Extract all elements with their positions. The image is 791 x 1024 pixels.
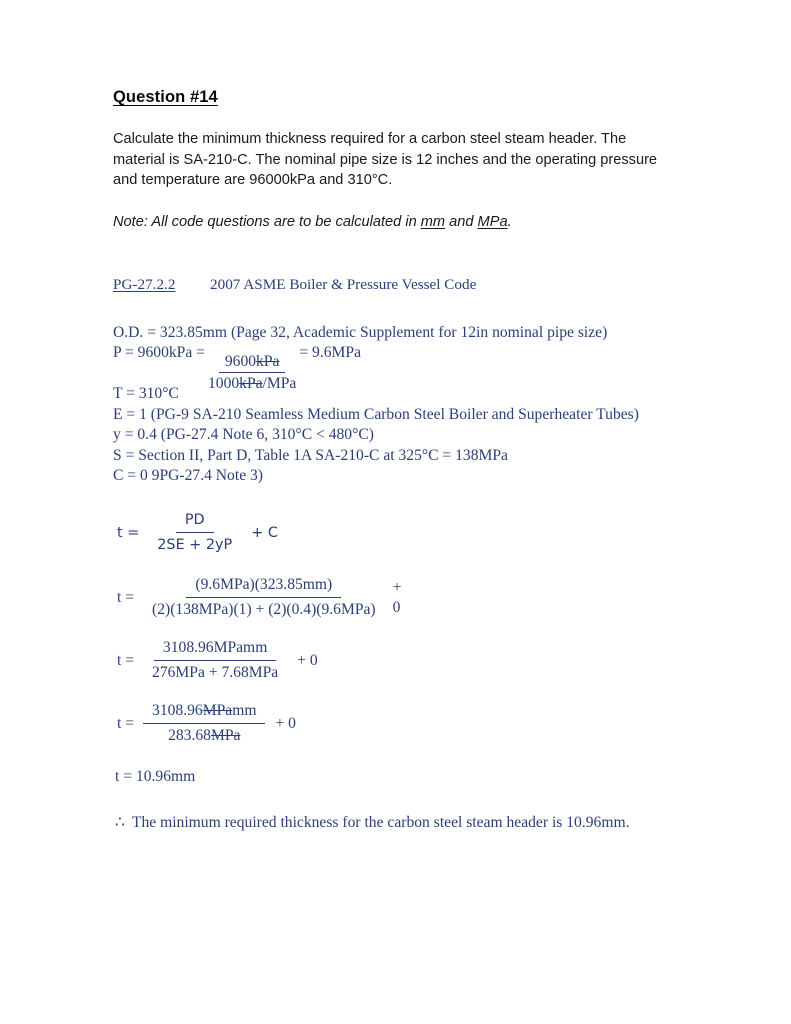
given-values-block <box>113 323 673 486</box>
equation-3-denominator: 276MPa + 7.68MPa <box>152 664 279 682</box>
equation-1-fraction <box>148 510 241 555</box>
equation-substituted <box>113 575 673 620</box>
given-pressure-line <box>113 343 673 393</box>
code-reference-row <box>113 276 673 294</box>
code-clause: PG-27.2.2 <box>113 276 176 293</box>
equation-3-lhs: t = <box>117 651 135 669</box>
equations-block <box>113 510 673 746</box>
pressure-den-unit-cancelled: kPa <box>239 375 263 393</box>
pressure-num-value: 9600 <box>224 353 257 371</box>
pressure-prefix: P = 9600kPa = <box>113 344 205 362</box>
equation-4-den-value: 283.68 <box>168 727 211 745</box>
equation-4-num-value: 3108.96 <box>152 702 203 720</box>
equation-4-num-tail: mm <box>232 702 257 720</box>
equation-units-cancelled <box>113 701 673 746</box>
equation-3-tail: + 0 <box>297 651 318 669</box>
equation-2-tail <box>385 578 402 618</box>
equation-4-num-unit-cancelled: MPa <box>202 702 233 720</box>
given-corrosion-line: C = 0 9PG-27.4 Note 3) <box>113 467 263 485</box>
pressure-denominator <box>208 373 296 393</box>
equation-2-denominator: (2)(138MPa)(1) + (2)(0.4)(9.6MPa) <box>152 601 376 619</box>
code-title: 2007 ASME Boiler & Pressure Vessel Code <box>210 276 477 293</box>
equation-1-numerator: PD <box>176 510 214 533</box>
question-paragraph: Calculate the minimum thickness required for a carbon steel steam header. The material is SA-210-C. The nominal pipe size is 12 inches and the operating pressure and temperature are 96000kPa and 310°C. <box>113 131 658 188</box>
conclusion-text: The minimum required thickness for the carbon steel steam header is 10.96mm. <box>131 814 630 832</box>
result-line: t = 10.96mm <box>115 768 196 786</box>
equation-simplified <box>113 638 673 683</box>
note-unit-mm: mm <box>420 213 446 230</box>
equation-2-tail-zero: 0 <box>392 598 401 616</box>
conclusion-line <box>115 813 673 832</box>
therefore-icon: ∴ <box>115 814 125 832</box>
equation-3-fraction <box>143 638 287 683</box>
given-efficiency-line: E = 1 (PG-9 SA-210 Seamless Medium Carbon Steel Boiler and Superheater Tubes) <box>113 405 639 423</box>
given-stress-line: S = Section II, Part D, Table 1A SA-210-C at 325°C = 138MPa <box>113 446 508 464</box>
equation-formula <box>113 510 673 555</box>
note-paragraph <box>113 212 673 233</box>
pressure-result: = 9.6MPa <box>299 344 361 362</box>
given-od-line: O.D. = 323.85mm (Page 32, Academic Supplement for 12in nominal pipe size) <box>113 324 608 341</box>
pressure-num-unit-cancelled: kPa <box>256 353 280 371</box>
equation-4-numerator <box>143 701 265 724</box>
pressure-den-value: 1000 <box>207 375 240 393</box>
note-suffix: . <box>507 213 512 230</box>
document-content <box>113 88 673 832</box>
equation-4-tail: + 0 <box>275 714 296 732</box>
equation-3-numerator: 3108.96MPamm <box>154 638 276 661</box>
pressure-den-tail: /MPa <box>262 375 297 393</box>
page-title: Question #14 <box>113 88 218 106</box>
equation-2-numerator: (9.6MPa)(323.85mm) <box>186 575 341 598</box>
note-prefix: Note: All code questions are to be calculated in <box>113 213 421 230</box>
equation-1-tail: + C <box>251 524 278 541</box>
note-unit-mpa: MPa <box>477 213 508 230</box>
given-temperature-line: T = 310°C <box>113 385 179 403</box>
equation-4-lhs: t = <box>117 714 135 732</box>
equation-4-fraction <box>143 701 265 746</box>
given-y-coefficient-line: y = 0.4 (PG-27.4 Note 6, 310°C < 480°C) <box>113 426 374 444</box>
note-middle: and <box>445 213 478 230</box>
equation-2-lhs: t = <box>117 588 135 606</box>
equation-4-denominator <box>159 724 249 746</box>
equation-1-lhs: t = <box>117 524 140 541</box>
equation-4-den-unit-cancelled: MPa <box>210 727 241 745</box>
pressure-numerator <box>219 352 286 373</box>
pressure-fraction <box>208 352 296 393</box>
equation-1-denominator: 2SE + 2yP <box>157 537 233 554</box>
equation-2-tail-plus: + <box>392 578 402 596</box>
equation-2-fraction <box>143 575 385 620</box>
